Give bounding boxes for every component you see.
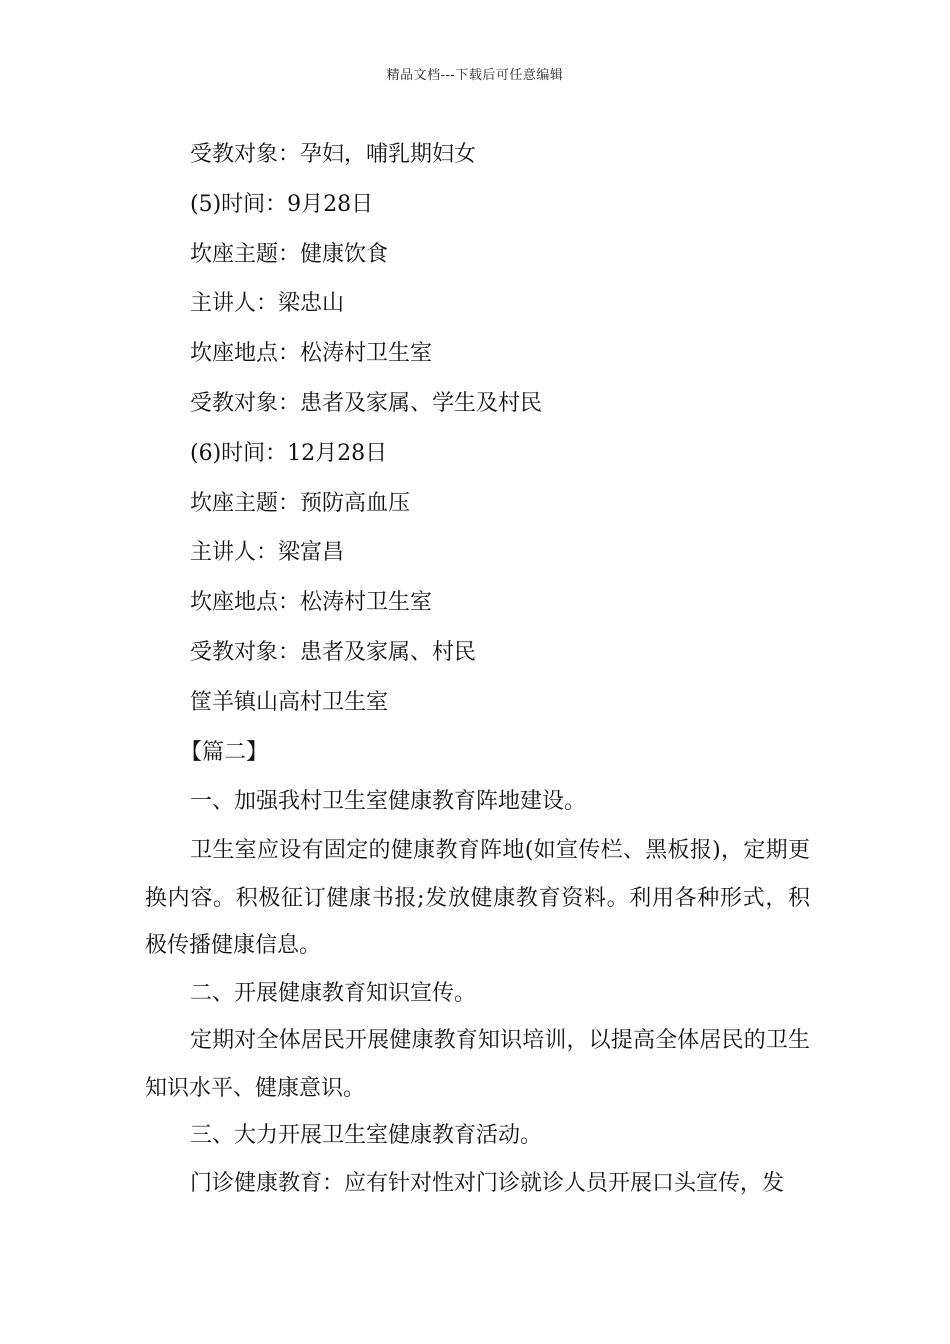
text-line: 筐羊镇山高村卫生室 [190, 689, 389, 715]
paragraph: 定期对全体居民开展健康教育知识培训，以提高全体居民的卫生知识水平、健康意识。 [145, 1028, 810, 1101]
paragraph: 卫生室应设有固定的健康教育阵地(如宣传栏、黑板报)，定期更换内容。积极征订健康书报;发放健康教育资料。利用各种形式，积极传播健康信息。 [145, 838, 810, 959]
text-line: 受教对象：患者及家属、学生及村民 [190, 390, 543, 416]
text-line: 坎座主题：健康饮食 [190, 241, 389, 267]
text-line: 受教对象：患者及家属、村民 [190, 639, 477, 665]
text-line: (5)时间：9月28日 [190, 191, 374, 217]
section-title: 【篇二】 [180, 739, 269, 765]
page-header: 精品文档---下载后可任意编辑 [386, 68, 564, 83]
paragraph: 门诊健康教育：应有针对性对门诊就诊人员开展口头宣传，发 [190, 1170, 785, 1196]
text-line: 坎座地点：松涛村卫生室 [190, 590, 433, 616]
document-body [145, 130, 810, 1207]
section-heading: 一、加强我村卫生室健康教育阵地建设。 [190, 789, 587, 815]
text-line: 受教对象：孕妇，哺乳期妇女 [190, 142, 477, 167]
text-line: 主讲人：梁忠山 [190, 291, 345, 317]
section-heading: 二、开展健康教育知识宣传。 [190, 980, 477, 1006]
text-line: 坎座地点：松涛村卫生室 [190, 341, 433, 367]
section-heading: 三、大力开展卫生室健康教育活动。 [190, 1123, 543, 1149]
text-line: (6)时间：12月28日 [190, 440, 388, 466]
text-line: 坎座主题：预防高血压 [190, 490, 411, 516]
text-line: 主讲人：梁富昌 [190, 540, 345, 566]
